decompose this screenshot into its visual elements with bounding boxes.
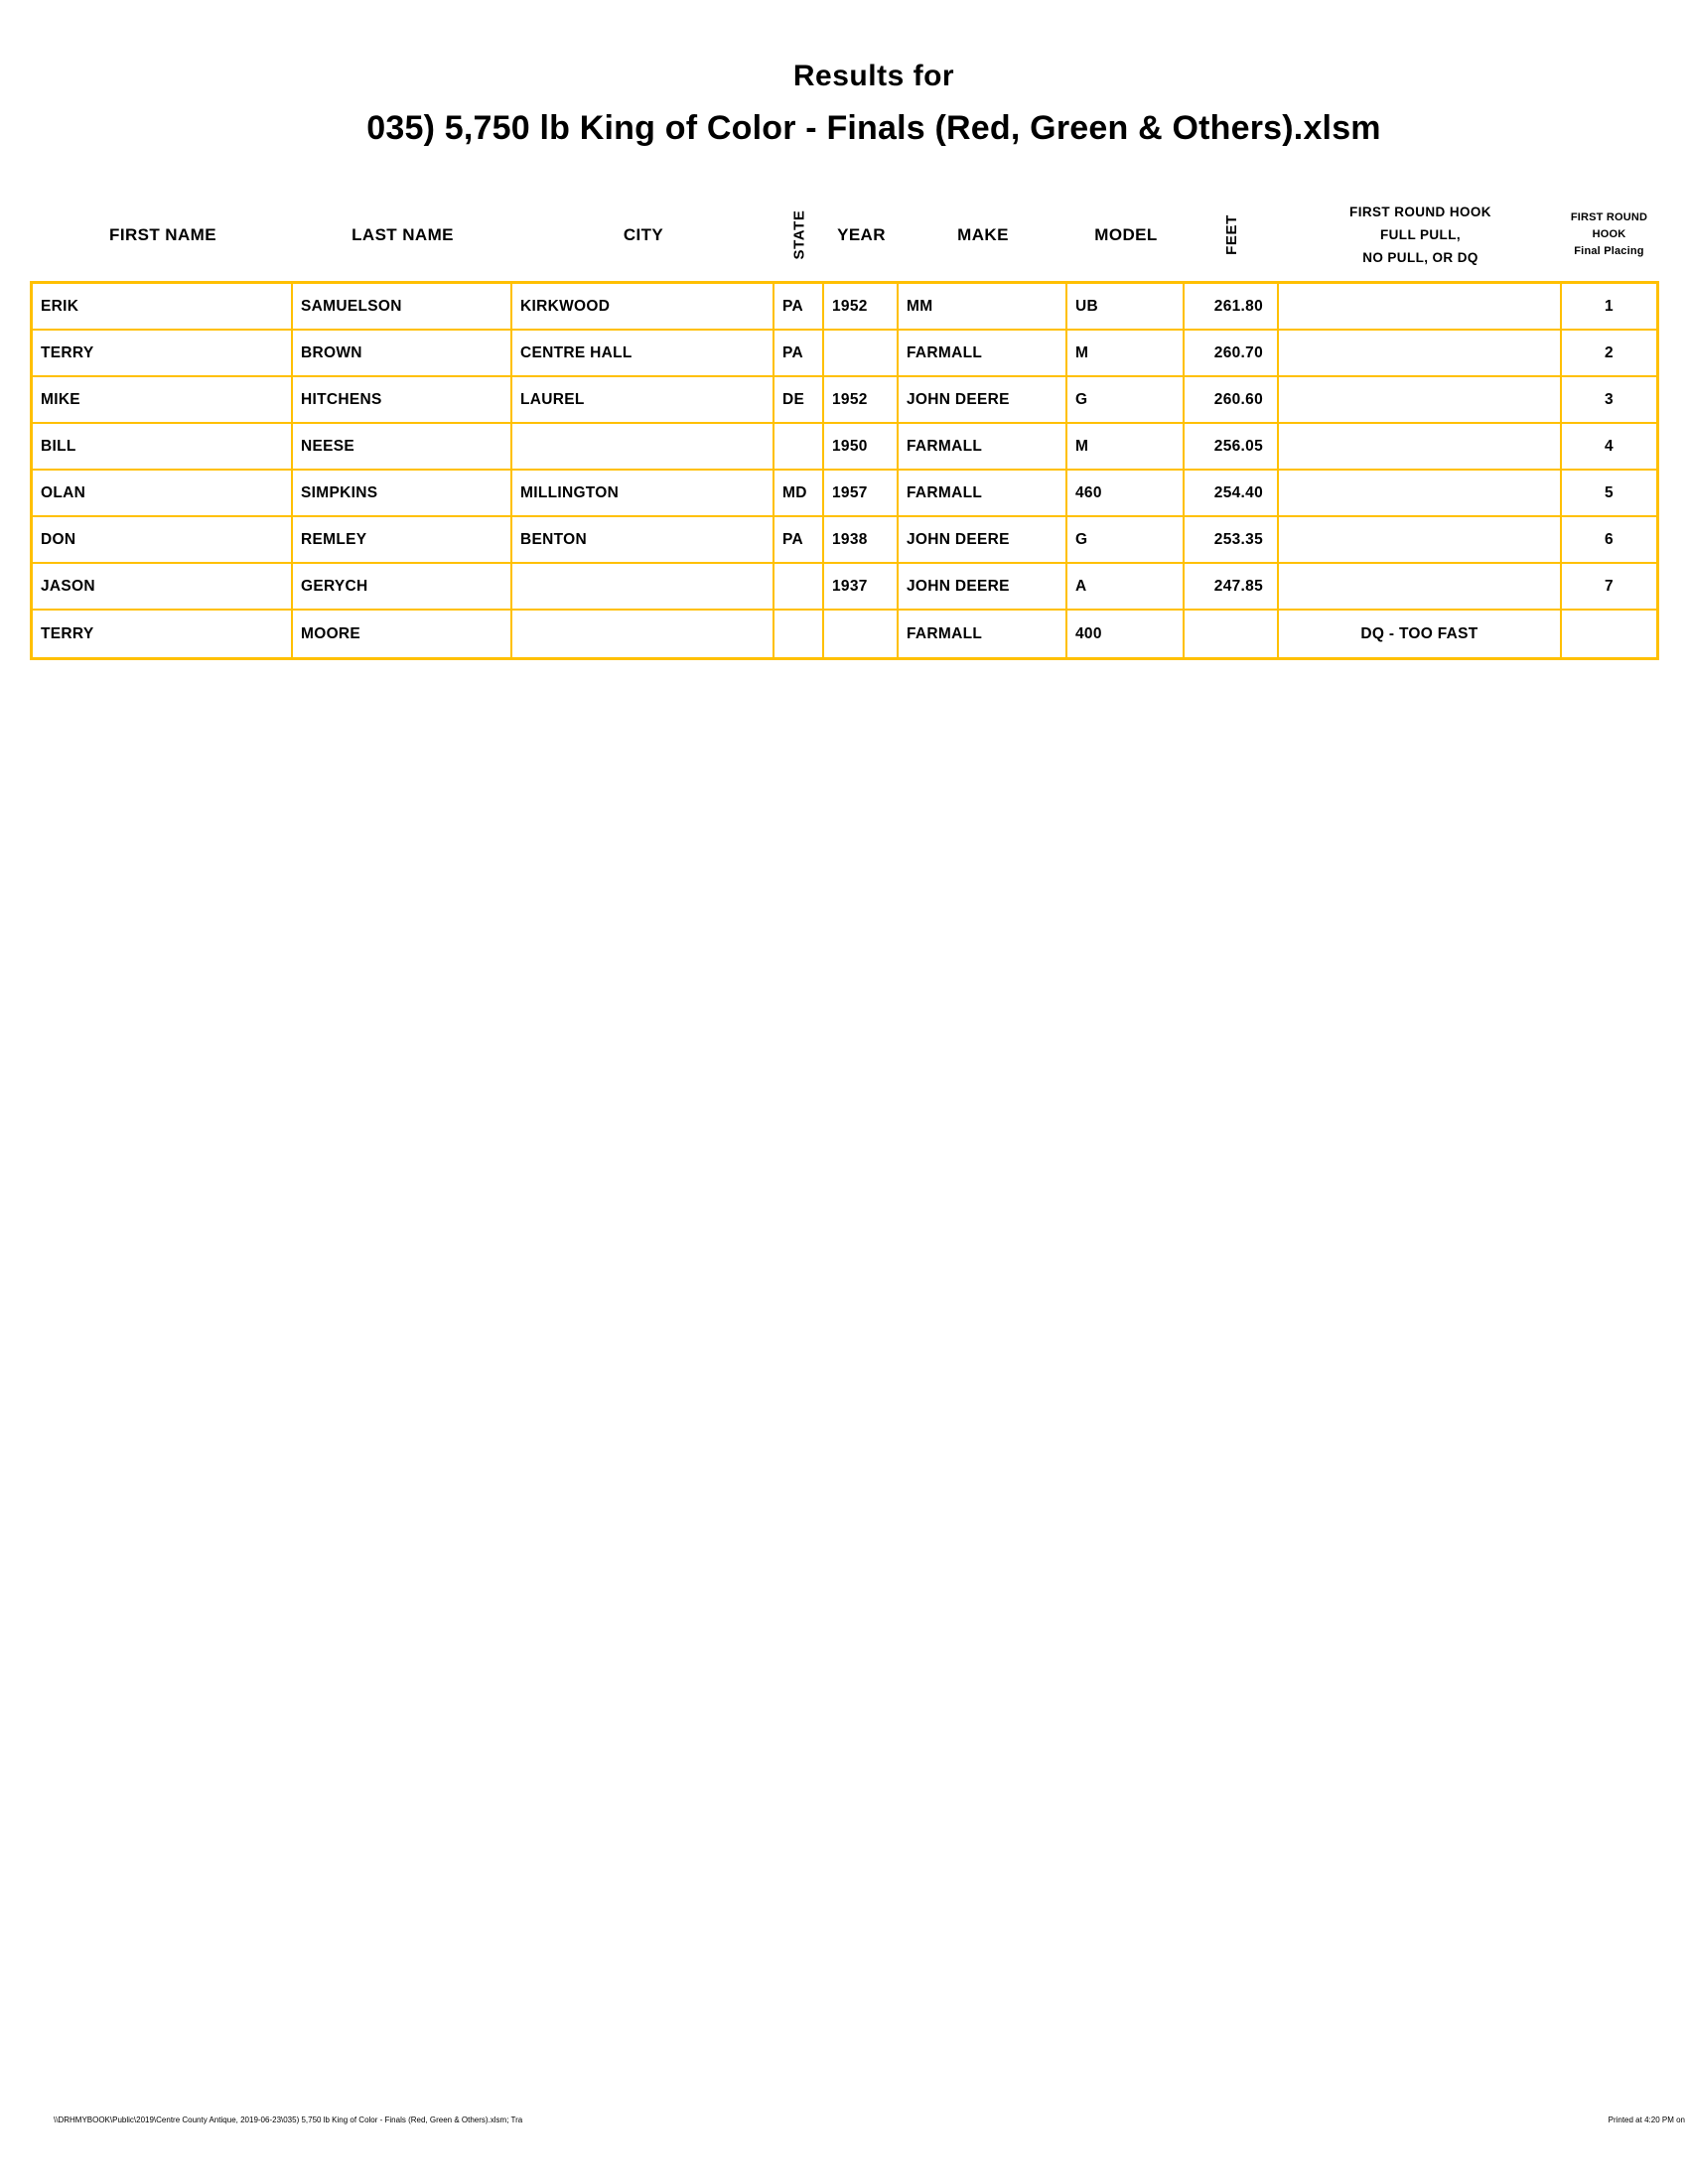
cell-hook [1279,564,1562,609]
cell-placing: 6 [1605,530,1614,548]
cell-year [824,331,899,375]
cell-city: LAUREL [512,377,774,422]
cell-model: 400 [1067,611,1185,657]
cell-city [512,564,774,609]
cell-first: TERRY [33,611,293,657]
cell-state [774,611,824,657]
cell-first: OLAN [33,471,293,515]
cell-model: 460 [1067,471,1185,515]
cell-first: DON [33,517,293,562]
cell-city: CENTRE HALL [512,331,774,375]
cell-year: 1957 [824,471,899,515]
cell-hook [1279,284,1562,329]
cell-make: JOHN DEERE [899,377,1067,422]
cell-feet [1185,611,1279,657]
table-row [33,611,1656,657]
cell-state [774,564,824,609]
cell-feet: 247.85 [1185,564,1279,609]
cell-placing: 2 [1605,343,1614,361]
cell-placing: 3 [1605,390,1614,408]
cell-feet: 260.60 [1185,377,1279,422]
cell-hook [1279,471,1562,515]
cell-placing: 1 [1605,297,1614,315]
table-row [33,331,1656,377]
cell-hook: DQ - TOO FAST [1279,611,1562,657]
cell-feet: 256.05 [1185,424,1279,469]
column-header-first: FIRST NAME [109,224,216,244]
cell-year: 1938 [824,517,899,562]
cell-first: TERRY [33,331,293,375]
cell-last: MOORE [293,611,512,657]
cell-model: UB [1067,284,1185,329]
column-header-year: YEAR [837,224,886,244]
footer-file-path: \\DRHMYBOOK\Public\2019\Centre County Antique, 2019-06-23\035) 5,750 lb King of Color - Finals (Red, Green & Others).xlsm; Tra [54,2116,523,2124]
cell-state: PA [774,284,824,329]
cell-feet: 261.80 [1185,284,1279,329]
cell-state: DE [774,377,824,422]
column-header-placing: FIRST ROUND HOOK Final Placing [1570,211,1648,257]
cell-make: JOHN DEERE [899,564,1067,609]
cell-model: M [1067,331,1185,375]
cell-model: A [1067,564,1185,609]
cell-state: PA [774,331,824,375]
cell-feet: 253.35 [1185,517,1279,562]
cell-year: 1937 [824,564,899,609]
cell-model: G [1067,377,1185,422]
table-row [33,424,1656,471]
cell-model: M [1067,424,1185,469]
cell-last: GERYCH [293,564,512,609]
cell-last: NEESE [293,424,512,469]
cell-last: REMLEY [293,517,512,562]
column-header-feet: FEET [1223,214,1240,255]
cell-placing: 5 [1605,483,1614,501]
cell-city: BENTON [512,517,774,562]
footer-printed-timestamp: Printed at 4:20 PM on [1608,2116,1685,2124]
cell-city: MILLINGTON [512,471,774,515]
cell-last: BROWN [293,331,512,375]
cell-placing: 4 [1605,437,1614,455]
cell-city [512,611,774,657]
cell-first: BILL [33,424,293,469]
column-header-model: MODEL [1094,224,1158,244]
page-title: Results for [792,60,955,92]
column-header-hook: FIRST ROUND HOOK FULL PULL, NO PULL, OR DQ [1349,205,1491,265]
cell-state: MD [774,471,824,515]
cell-make: FARMALL [899,611,1067,657]
cell-model: G [1067,517,1185,562]
cell-make: FARMALL [899,471,1067,515]
table-row [33,517,1656,564]
cell-first: JASON [33,564,293,609]
cell-hook [1279,517,1562,562]
cell-feet: 254.40 [1185,471,1279,515]
column-header-state: STATE [790,209,808,260]
cell-make: JOHN DEERE [899,517,1067,562]
cell-last: SAMUELSON [293,284,512,329]
cell-last: SIMPKINS [293,471,512,515]
cell-city: KIRKWOOD [512,284,774,329]
cell-first: ERIK [33,284,293,329]
table-row [33,377,1656,424]
cell-year [824,611,899,657]
cell-hook [1279,377,1562,422]
cell-year: 1952 [824,284,899,329]
cell-make: MM [899,284,1067,329]
column-header-make: MAKE [957,224,1009,244]
cell-first: MIKE [33,377,293,422]
cell-make: FARMALL [899,331,1067,375]
cell-last: HITCHENS [293,377,512,422]
results-table [30,189,1659,660]
cell-placing: 7 [1605,577,1614,595]
cell-hook [1279,424,1562,469]
file-name-title: 035) 5,750 lb King of Color - Finals (Red, Green & Others).xlsm [366,109,1381,147]
table-header-row [30,189,1659,281]
cell-placing [1562,611,1656,657]
column-header-last: LAST NAME [352,224,454,244]
title-block [60,60,1688,148]
cell-feet: 260.70 [1185,331,1279,375]
column-header-city: CITY [623,224,664,244]
cell-state [774,424,824,469]
cell-city [512,424,774,469]
cell-year: 1950 [824,424,899,469]
table-body [30,281,1659,660]
cell-make: FARMALL [899,424,1067,469]
table-row [33,284,1656,331]
table-row [33,564,1656,611]
cell-hook [1279,331,1562,375]
cell-year: 1952 [824,377,899,422]
table-row [33,471,1656,517]
cell-state: PA [774,517,824,562]
